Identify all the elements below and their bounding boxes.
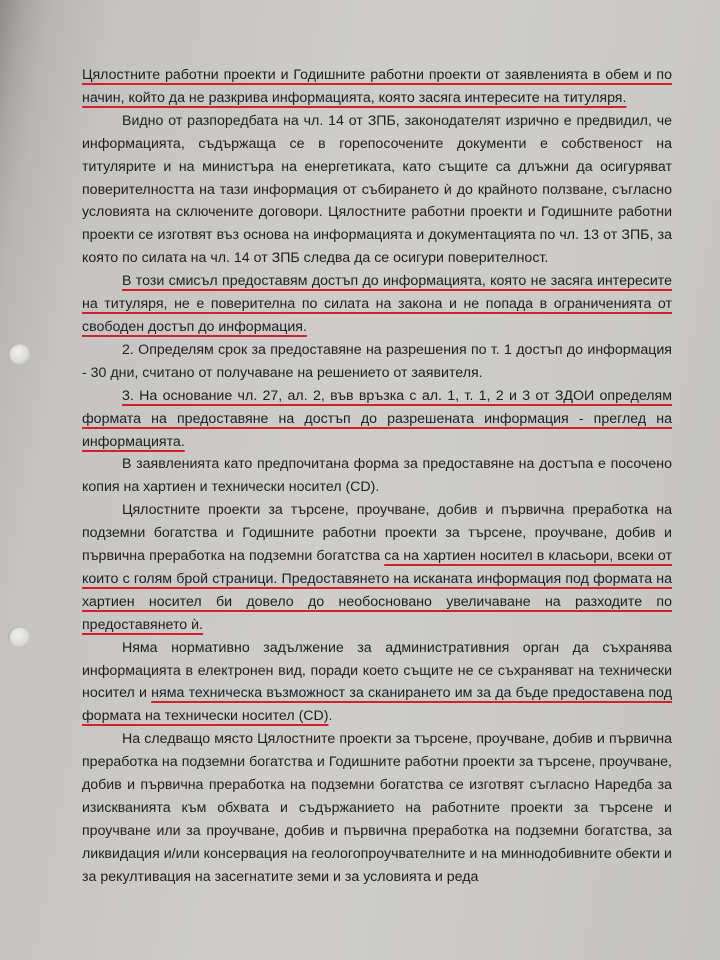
text-segment: 2. Определям срок за предоставяне на разрешения по т. 1 достъп до информация - 30 дни, считано от получаване на решението от заявителя. (82, 341, 672, 381)
underlined-text: 3. На основание чл. 27, ал. 2, във връзка с ал. 1, т. 1, 2 и 3 от ЗДОИ определям формата на предоставяне на достъп до разрешената информация - преглед на информацията. (82, 387, 672, 450)
paragraph (82, 728, 672, 888)
paragraph (82, 453, 672, 499)
paragraph (82, 499, 672, 636)
punch-hole-bottom (8, 626, 30, 648)
text-segment: Няма нормативно задължение за административния орган да съхранява информацията в електронен вид, поради което същите не се съхраняват на технически носител и (82, 639, 672, 702)
paragraph (82, 110, 672, 270)
document-text (82, 64, 672, 889)
text-segment: На следващо място Цялостните проекти за търсене, проучване, добив и първична преработка на подземни богатства и Годишните работни проекти за търсене, проучване, добив и първична преработка на подземни богатства се изготвят съгласно Наредба за изискванията към обхвата и съдържанието на работните проекти за търсене и проучване или за проучване, добив и първична преработка на подземни богатства, за ликвидация и/или консервация на геологопроучвателните и на миннодобивните обекти и за рекултивация на засегнатите земи и за условията и реда (82, 731, 672, 885)
text-segment: В заявленията като предпочитана форма за предоставяне на достъпа е посочено копия на хартиен и технически носител (CD). (82, 456, 672, 496)
paragraph (82, 64, 672, 110)
underlined-text: няма техническа възможност за сканирането им за да бъде предоставена под формата на технически носител (CD) (82, 685, 672, 725)
paragraph (82, 270, 672, 339)
paragraph (82, 637, 672, 729)
underlined-text: В този смисъл предоставям достъп до информацията, която не засяга интересите на титуляря, не е поверителна по силата на закона и не попада в ограниченията от свободен достъп до информация. (82, 273, 672, 335)
underlined-text: са на хартиен носител в класьори, всеки от които с голям брой страници. Предоставянето на исканата информация под формата на хартиен носител би довело до необосновано увеличаване на разходите по предоставянето ѝ. (82, 548, 672, 633)
paragraph (82, 385, 672, 454)
text-segment: Видно от разпоредбата на чл. 14 от ЗПБ, законодателят изрично е предвидил, че информацията, съдържаща се в горепосочените документи е собственост на титулярите и на министъра на енергетиката, като същите са длъжни да осигуряват поверителността на тази информация от събирането ѝ до крайното ползване, съгласно условията на сключените договори. Цялостните работни проекти и Годишните работни проекти се изготвят въз основа на информацията и документацията по чл. 13 от ЗПБ, за която по силата на чл. 14 от ЗПБ следва да се осигури поверителност. (82, 112, 672, 267)
paragraph (82, 339, 672, 385)
text-segment: . (328, 708, 333, 725)
underlined-text: Цялостните работни проекти и Годишните работни проекти от заявленията в обем и по начин, който да не разкрива информацията, която засяга интересите на титуляря. (82, 67, 672, 106)
text-segment: Цялостните проекти за търсене, проучване, добив и първична преработка на подземни богатства и Годишните работни проекти за търсене, проучване, добив и първична преработка на подземни богатства (82, 502, 672, 565)
punch-hole-top (8, 343, 30, 365)
